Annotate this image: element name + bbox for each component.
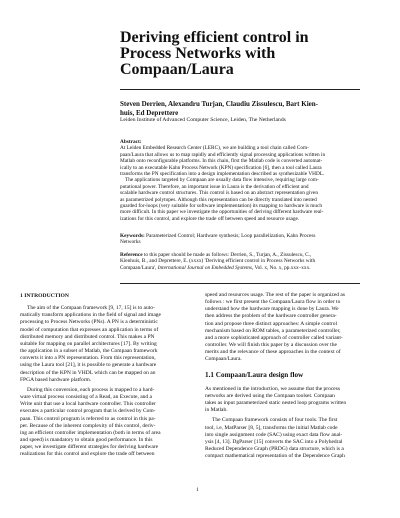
- reference-label: Reference: [120, 252, 143, 258]
- authors-line: huis, Ed Deprettere: [120, 109, 179, 117]
- title-line: Process Networks with: [120, 45, 276, 62]
- text-line: ing an efficient controller implementation (both in terms of area: [20, 429, 161, 436]
- text-line: The Compaan framework consists of four tools. The first: [212, 417, 338, 424]
- text-line: distributed memory and distributed control. This makes a PN: [20, 333, 155, 340]
- text-line: follows : we first present the Compaan/Laura flow in order to: [205, 299, 341, 306]
- abstract-line: more difficult. In this paper we investigate the opportunities of deriving different hardware real-: [120, 209, 324, 216]
- text-line: description of the KPN in VHDL which can be mapped on an: [20, 369, 156, 376]
- text-line: then address the problem of the hardware controller genera-: [205, 313, 337, 320]
- abstract: [120, 139, 363, 222]
- page-number: 1: [196, 487, 199, 493]
- text-line: speed and resources usage. The rest of the paper is organized as: [205, 292, 345, 298]
- text-line: controller. We will finish this paper by a discussion over the: [205, 342, 337, 349]
- text-line: the application in a subset of Matlab, the Compaan framework: [20, 348, 158, 355]
- text-line: During this conversion, each process is mapped to a hard-: [27, 386, 155, 393]
- abstract-line: ically to an executable Kahn Process Network (KPN) specification [6], then a tool called Laura: [120, 164, 322, 171]
- text-line: per. Because of the inherent complexity of this control, deriv-: [20, 422, 156, 429]
- paper-title: [120, 30, 360, 78]
- abstract-text: [120, 145, 363, 222]
- text-line: paper, we investigate different strategies for deriving hardware: [20, 444, 159, 451]
- abstract-line: guarded for-loops (very suitable for software implementation) its mapping to hardware is much: [120, 203, 323, 210]
- abstract-line: Matlab onto reconfigurable platforms. In this chain, first the Matlab code is converted automat-: [120, 158, 323, 165]
- text-line: into single assignment code (SAC) using exact data flow anal-: [205, 431, 343, 438]
- title-line: Compaan/Laura: [120, 61, 234, 78]
- text-line: understand how the hardware mapping is done by Laura. We: [205, 306, 339, 313]
- abstract-line: as parametrized polytopes. Although this representation can be directly translated into nested: [120, 196, 317, 203]
- abstract-line: At Leiden Embedded Research Center (LERC), we are building a tool chain called Com-: [120, 145, 309, 152]
- abstract-line: scalable hardware control structures. This control is based on an abstract representation given: [120, 190, 319, 197]
- text-line: realizations for this control and explore the trade off between: [20, 451, 155, 458]
- text-line: suitable for mapping on parallel architectures [17]. By writing: [20, 340, 157, 347]
- text-line: processing to Process Networks (PNs). A PN is a deterministic: [20, 319, 158, 326]
- abstract-line: izations for this control, and explore the trade off between speed and resource usage.: [120, 215, 300, 222]
- authors-line: Steven Derrien, Alexandru Turjan, Claudiu Zissulescu, Bart Kien-: [120, 100, 318, 108]
- text-line: As mentioned in the introduction, we assume that the process: [205, 385, 341, 392]
- abstract-line: paan/Laura that allows us to map rapidly and efficiently signal processing applications written in: [120, 151, 326, 158]
- text-line: ware virtual process consisting of a Read, an Execute, and a: [20, 394, 152, 401]
- text-line: Compaan/Laura.: [205, 356, 242, 363]
- keywords-text: Parameterized Control; Hardware synthesis; Loop parallelization, Kahn Process: [146, 233, 316, 239]
- journal-name: International Journal on Embedded Systems: [157, 264, 252, 271]
- text-line: model of computation that expresses an application in terms of: [20, 326, 159, 333]
- text-line: compact mathematical representation of the Dependence Graph: [205, 453, 345, 460]
- text-line: Reduced Dependence Graph (PRDG) data structure, which is a: [205, 445, 344, 452]
- text-line: matically transform applications in the field of signal and image: [20, 312, 161, 319]
- subsection-heading: 1.1 Compaan/Laura design flow: [205, 370, 304, 379]
- keywords: [120, 233, 363, 246]
- abstract-line: transforms the PN specification into a design implementation described as synthesizable VHDL.: [120, 171, 325, 178]
- text-line: and a more sophisticated approach of controller called variant-: [205, 334, 343, 341]
- reference-line: to this paper should be made as follows: Derrien, S., Turjan, A., Zissulescu, C.,: [143, 252, 312, 258]
- text-line: networks are derived using the Compaan toolset. Compaan: [205, 392, 335, 399]
- text-line: FPGA based hardware platform.: [20, 376, 92, 383]
- left-column: [20, 293, 195, 458]
- abstract-line: putational power. Therefore, an important issue in Laura is the derivation of efficient and: [120, 183, 309, 190]
- title-line: Deriving efficient control in: [120, 29, 309, 46]
- affiliation: Leiden Institute of Advanced Computer Science, Leiden, The Netherlands: [120, 117, 286, 123]
- text-line: paan. This control program is referred to as control in this pa-: [20, 415, 156, 422]
- authors: [120, 100, 368, 118]
- keywords-label: Keywords:: [120, 233, 145, 239]
- abstract-line: The applications targeted by Compaan are usually data flow intensive, requiring large com-: [125, 177, 319, 184]
- abstract-heading: Abstract:: [120, 139, 142, 145]
- reference-line: Kienhuis, B., and Deprettere, E. (xxxx) 'Deriving efficient control in Process Networks with: [120, 258, 316, 265]
- text-line: executes a particular control program that is derived by Com-: [20, 408, 156, 415]
- text-line: tion and propose three distinct approaches: A simple control: [205, 320, 337, 327]
- text-line: and speed) is mandatory to obtain good performance. In this: [20, 436, 153, 443]
- text-line: converts it into a PN representation. From this representation,: [20, 355, 156, 362]
- text-line: mechanism based on ROM tables, a parameterized controller,: [205, 327, 341, 334]
- reference-note: [120, 252, 363, 271]
- title-rule: [120, 89, 360, 90]
- right-column: [205, 292, 380, 460]
- keywords-text-cont: Networks: [120, 239, 141, 246]
- text-line: merits and the relevance of these approaches in the context of: [205, 349, 341, 356]
- abstract-rule: [120, 283, 360, 284]
- text-line: tool, i.e, MatParser [8, 5], transforms the initial Matlab code: [205, 424, 338, 431]
- section-heading: 1 INTRODUCTION: [20, 293, 69, 299]
- text-line: The aim of the Compaan framework [9, 17, 15] is to auto-: [27, 305, 155, 312]
- reference-line: Compaan/Laura',: [120, 264, 158, 271]
- text-line: using the Laura tool [21], it is possible to generate a hardware: [20, 362, 157, 369]
- text-line: takes as input parameterized static nested loop programs written: [205, 400, 347, 407]
- reference-line: , Vol. x, No. x, pp.xxx–xxx.: [251, 264, 311, 271]
- text-line: ysis [4, 13]. DgParser [15] converts the SAC into a Polyhedral: [205, 438, 343, 445]
- text-line: Write unit that use a local hardware controller. This controller: [20, 401, 156, 408]
- text-line: in Matlab.: [205, 407, 228, 414]
